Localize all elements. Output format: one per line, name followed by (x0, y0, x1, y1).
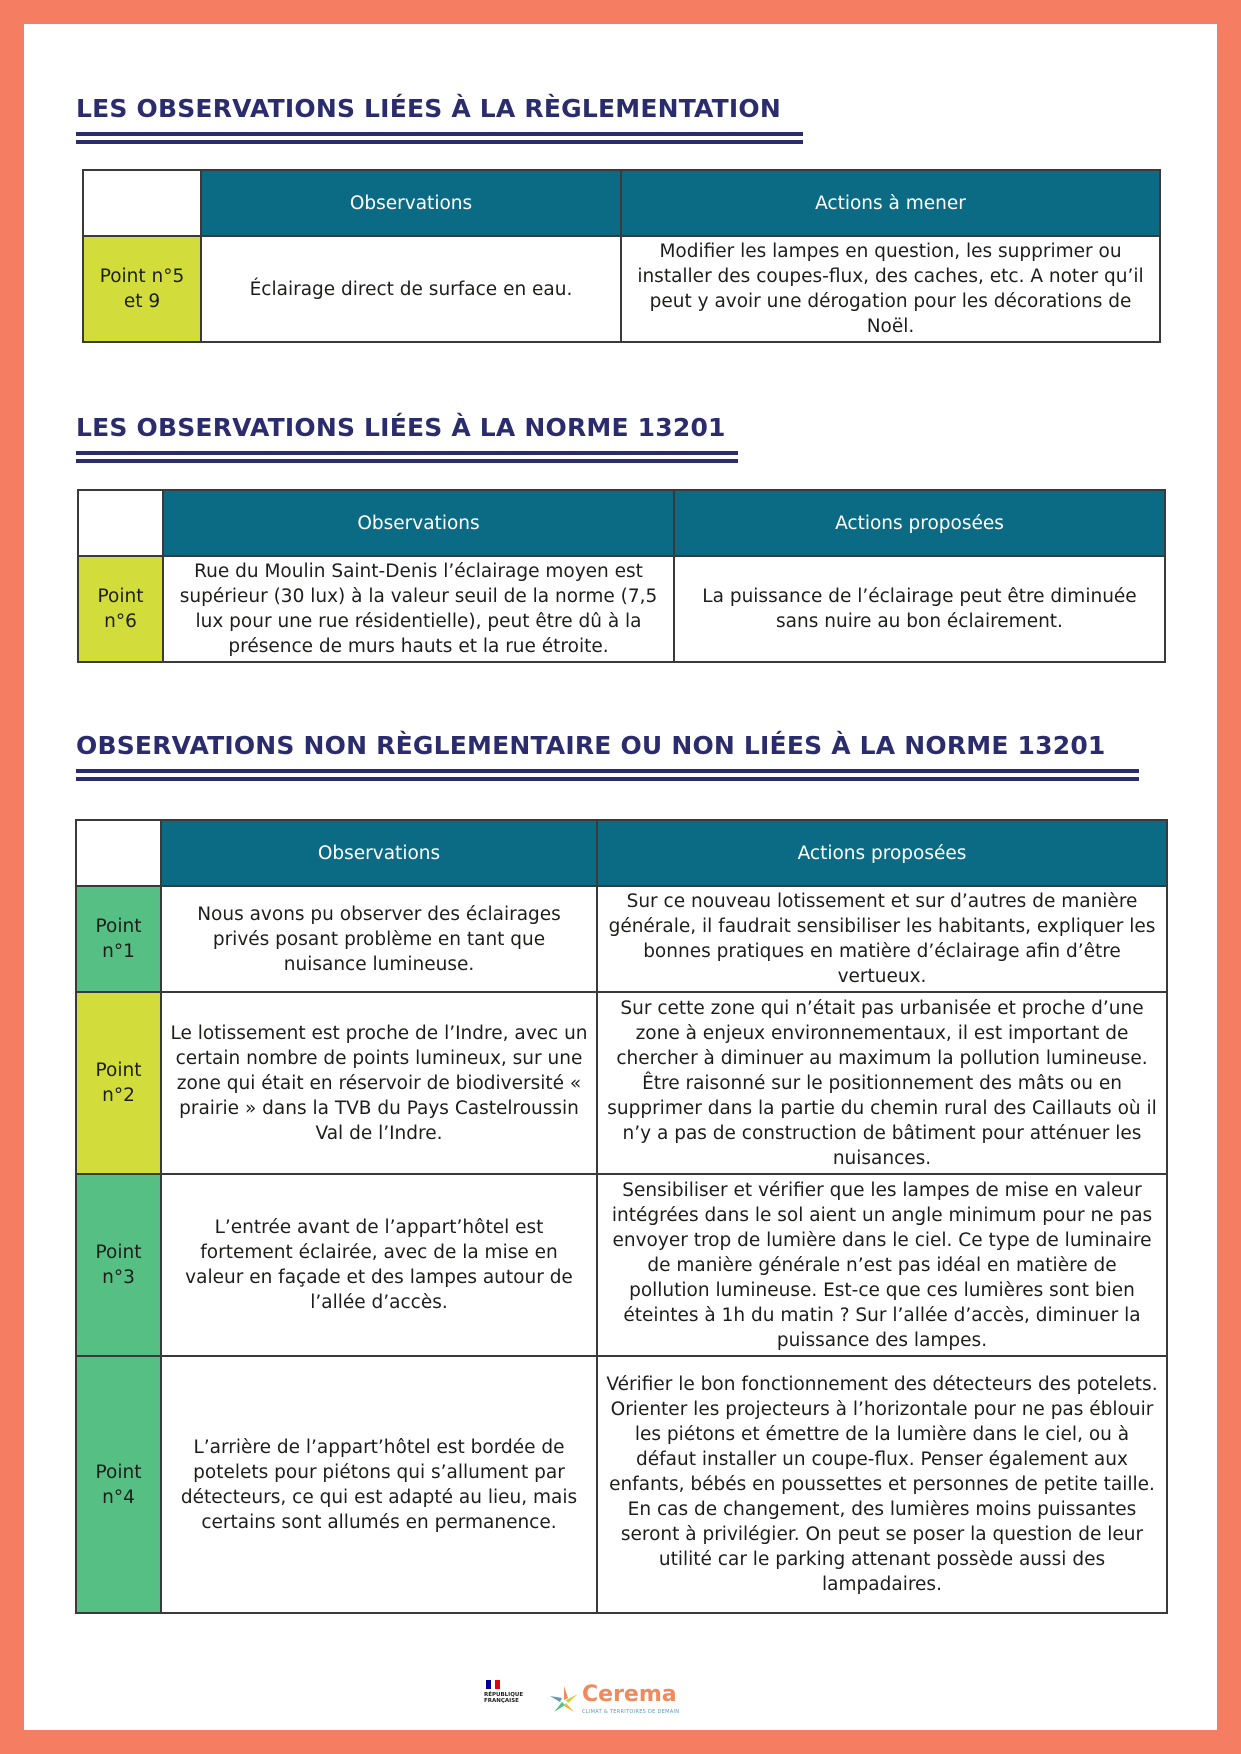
table-header-row (76, 820, 1167, 886)
observation-cell: L’entrée avant de l’appart’hôtel est fortement éclairée, avec de la mise en valeur en façade et des lampes autour de l’allée d’accès. (161, 1174, 597, 1356)
header-observations: Observations (163, 490, 674, 556)
table-row (78, 556, 1165, 662)
flag-icon (486, 1680, 500, 1689)
rf-logo-line: RÉPUBLIQUE (484, 1692, 524, 1698)
table-row (76, 1174, 1167, 1356)
cerema-tagline: CLIMAT & TERRITOIRES DE DEMAIN (582, 1709, 680, 1715)
observation-cell: Le lotissement est proche de l’Indre, avec un certain nombre de points lumineux, sur une zone qui était en réservoir de biodiversité « prairie » dans la TVB du Pays Castelroussin Val de l’Indre. (161, 992, 597, 1174)
header-empty-cell (76, 820, 161, 886)
header-empty-cell (83, 170, 201, 236)
action-cell: Modifier les lampes en question, les supprimer ou installer des coupes-flux, des caches, etc. A noter qu’il peut y avoir une dérogation pour les décorations de Noël. (621, 236, 1160, 342)
table-row (76, 886, 1167, 992)
republique-francaise-logo (484, 1680, 534, 1720)
table-norme (77, 489, 1166, 663)
action-cell: Vérifier le bon fonctionnement des détecteurs des potelets. Orienter les projecteurs à l’horizontale pour ne pas éblouir les piétons et émettre de la lumière dans le ciel, ou à défaut installer un coupe-flux. Penser également aux enfants, bébés en poussettes et personnes de petite taille. En cas de changement, des lumières moins puissantes seront à privilégier. On peut se poser la question de leur utilité car le parking attenant possède aussi des lampadaires. (597, 1356, 1167, 1613)
cerema-name: Cerema (582, 1682, 677, 1707)
point-label: Point n°2 (76, 992, 161, 1174)
table-row (76, 992, 1167, 1174)
header-observations: Observations (201, 170, 621, 236)
title-underline (76, 451, 738, 463)
point-label: Point n°5 et 9 (83, 236, 201, 342)
table-non-reglementaire (75, 819, 1168, 1614)
section-title-norme: LES OBSERVATIONS LIÉES À LA NORME 13201 (76, 413, 726, 442)
header-actions: Actions proposées (674, 490, 1165, 556)
header-empty-cell (78, 490, 163, 556)
section-title-reglementation: LES OBSERVATIONS LIÉES À LA RÈGLEMENTATION (76, 94, 781, 123)
header-actions: Actions proposées (597, 820, 1167, 886)
header-observations: Observations (161, 820, 597, 886)
point-label: Point n°6 (78, 556, 163, 662)
table-row (76, 1356, 1167, 1613)
title-underline (76, 132, 803, 144)
observation-cell: Rue du Moulin Saint-Denis l’éclairage moyen est supérieur (30 lux) à la valeur seuil de la norme (7,5 lux pour une rue résidentielle), peut être dû à la présence de murs hauts et la rue étroite. (163, 556, 674, 662)
header-actions: Actions à mener (621, 170, 1160, 236)
footer-logos (476, 1672, 694, 1722)
table-header-row (83, 170, 1160, 236)
observation-cell: L’arrière de l’appart’hôtel est bordée de potelets pour piétons qui s’allument par détecteurs, ce qui est adapté au lieu, mais certains sont allumés en permanence. (161, 1356, 597, 1613)
table-row (83, 236, 1160, 342)
observation-cell: Nous avons pu observer des éclairages privés posant problème en tant que nuisance lumineuse. (161, 886, 597, 992)
cerema-logo-icon (544, 1682, 584, 1718)
table-header-row (78, 490, 1165, 556)
action-cell: Sur cette zone qui n’était pas urbanisée et proche d’une zone à enjeux environnementaux, il est important de chercher à diminuer au maximum la pollution lumineuse. Être raisonné sur le positionnement des mâts ou en supprimer dans la partie du chemin rural des Caillauts où il n’y a pas de construction de bâtiment pour atténuer les nuisances. (597, 992, 1167, 1174)
point-label: Point n°4 (76, 1356, 161, 1613)
table-reglementation (82, 169, 1161, 343)
action-cell: Sur ce nouveau lotissement et sur d’autres de manière générale, il faudrait sensibiliser les habitants, expliquer les bonnes pratiques en matière d’éclairage afin d’être vertueux. (597, 886, 1167, 992)
point-label: Point n°1 (76, 886, 161, 992)
observation-cell: Éclairage direct de surface en eau. (201, 236, 621, 342)
title-underline (76, 769, 1139, 781)
action-cell: Sensibiliser et vérifier que les lampes de mise en valeur intégrées dans le sol aient un angle minimum pour ne pas envoyer trop de lumière dans le ciel. Ce type de luminaire de manière générale n’est pas idéal en matière de pollution lumineuse. Est-ce que ces lumières sont bien éteintes à 1h du matin ? Sur l’allée d’accès, diminuer la puissance des lampes. (597, 1174, 1167, 1356)
point-label: Point n°3 (76, 1174, 161, 1356)
section-title-non-reglementaire: OBSERVATIONS NON RÈGLEMENTAIRE OU NON LIÉES À LA NORME 13201 (76, 731, 1106, 760)
document-page (24, 24, 1217, 1730)
rf-logo-line: FRANÇAISE (484, 1698, 519, 1704)
action-cell: La puissance de l’éclairage peut être diminuée sans nuire au bon éclairement. (674, 556, 1165, 662)
